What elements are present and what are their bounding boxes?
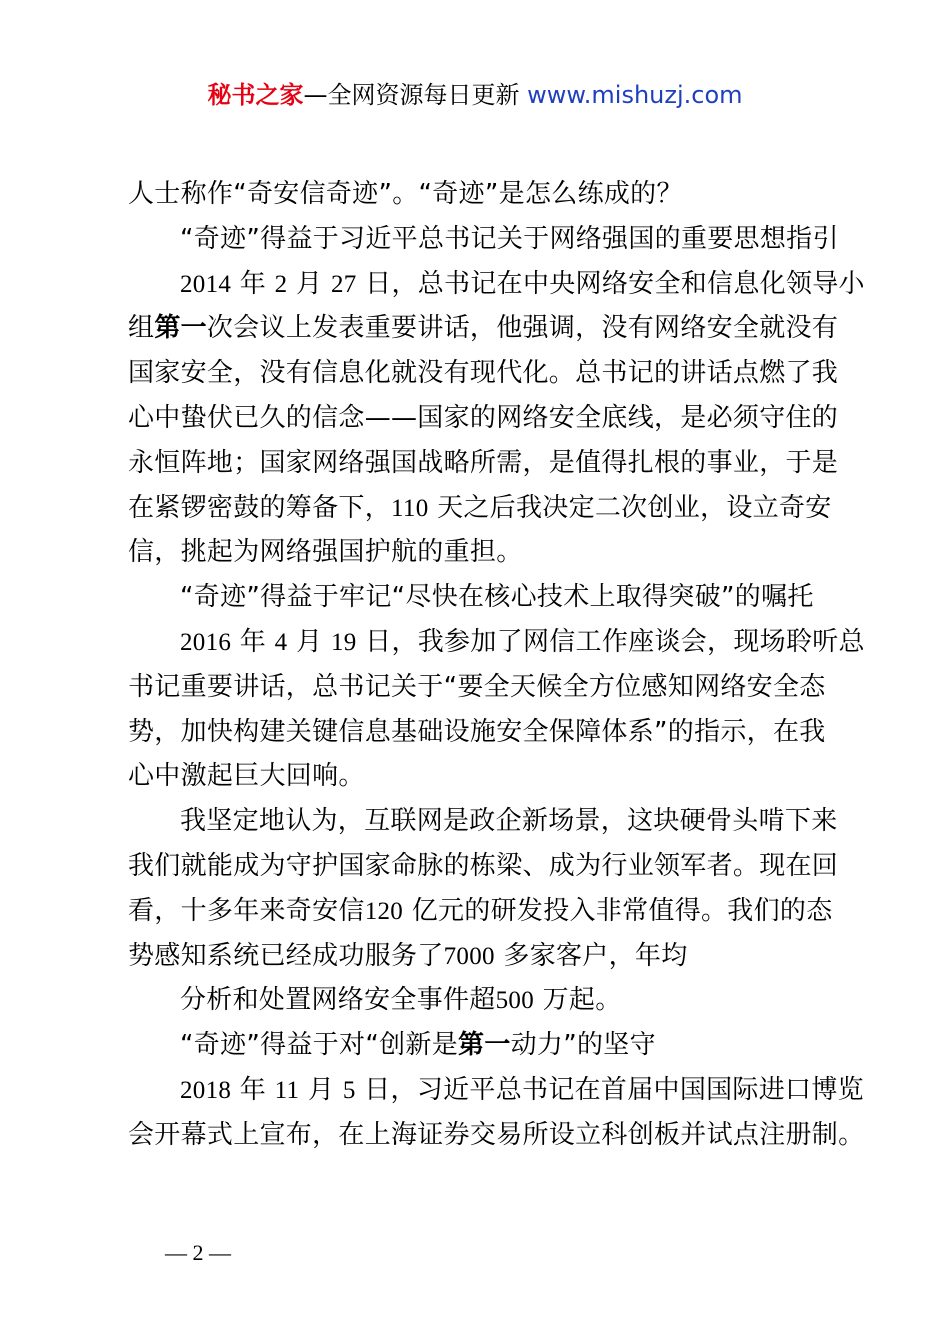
section-heading: “奇迹”得益于牢记“尽快在核心技术上取得突破”的嘱托	[180, 582, 814, 613]
text-line: 国家安全，没有信息化就没有现代化。总书记的讲话点燃了我	[128, 358, 839, 389]
text-line: 我们就能成为守护国家命脉的栋梁、成为行业领军者。现在回	[128, 850, 839, 881]
text-line: 心中激起巨大回响。	[128, 761, 365, 792]
section-heading: “奇迹”得益于对“创新是第一动力”的坚守	[180, 1030, 656, 1061]
text-line: 2016 年 4 月 19 日，我参加了网信工作座谈会，现场聆听总	[180, 626, 865, 657]
text-line: 书记重要讲话，总书记关于“要全天候全方位感知网络安全态	[128, 671, 826, 702]
text-line: 2014 年 2 月 27 日，总书记在中央网络安全和信息化领导小	[180, 268, 865, 299]
site-url-link[interactable]: www.mishuzj.com	[527, 81, 743, 109]
text-line: 分析和处置网络安全事件超500 万起。	[180, 985, 622, 1016]
text-line: 信，挑起为网络强国护航的重担。	[128, 537, 523, 568]
section-heading: “奇迹”得益于习近平总书记关于网络强国的重要思想指引	[180, 223, 839, 254]
article-body	[128, 172, 865, 1158]
text-line: 人士称作“奇安信奇迹”。“奇迹”是怎么练成的？	[128, 179, 683, 209]
text-line: 我坚定地认为，互联网是政企新场景，这块硬骨头啃下来	[180, 806, 838, 837]
text-line: 2018 年 11 月 5 日，习近平总书记在首届中国国际进口博览	[180, 1074, 864, 1105]
text-line: 永恒阵地；国家网络强国战略所需，是值得扎根的事业，于是	[128, 447, 839, 478]
text-line: 会开幕式上宣布，在上海证券交易所设立科创板并试点注册制。	[128, 1119, 865, 1150]
text-line: 看，十多年来奇安信120 亿元的研发投入非常值得。我们的态	[128, 895, 833, 926]
text-line: 势，加快构建关键信息基础设施安全保障体系”的指示，在我	[128, 716, 826, 747]
text-line: 势感知系统已经成功服务了7000 多家客户，年均	[128, 940, 688, 971]
text-line: 组第一次会议上发表重要讲话，他强调，没有网络安全就没有	[128, 313, 839, 344]
text-line: 心中蛰伏已久的信念——国家的网络安全底线，是必须守住的	[128, 402, 839, 433]
site-banner	[0, 78, 950, 112]
banner-slogan: —全网资源每日更新	[303, 81, 520, 109]
page-number: — 2 —	[165, 1240, 231, 1265]
text-line: 在紧锣密鼓的筹备下，110 天之后我决定二次创业，设立奇安	[128, 492, 832, 523]
brand-name: 秘书之家	[207, 81, 304, 109]
